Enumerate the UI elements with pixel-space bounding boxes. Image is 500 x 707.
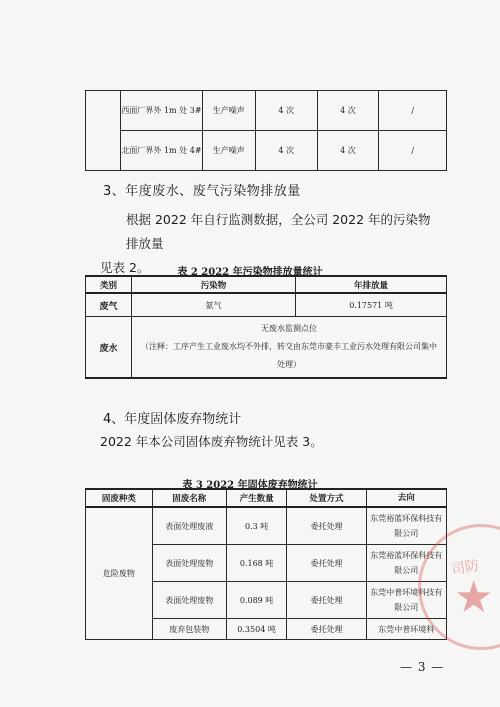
- table-cell-dest: 东莞中普环境科: [366, 619, 446, 640]
- table-row: [86, 317, 447, 379]
- section-3-heading: 3、年度废水、废气污染物排放量: [103, 184, 301, 199]
- table-row: [86, 507, 447, 545]
- table-cell-name: 表面处理废物: [152, 582, 226, 619]
- table-cell-amount: 0.17571 吨: [296, 293, 447, 317]
- table-cell-note: [132, 317, 447, 379]
- column-header: 处置方式: [287, 489, 366, 507]
- table-cell-qty: 0.3504 吨: [226, 619, 287, 640]
- note-line: 无废水监测点位: [261, 324, 317, 333]
- table-cell-qty: 0.3 吨: [226, 507, 287, 545]
- page-number: — 3 —: [400, 660, 445, 674]
- column-header: 产生数量: [226, 489, 287, 507]
- table-cell-location: 北面厂界外 1m 处 4#: [121, 131, 202, 171]
- table-cell-note: /: [379, 131, 447, 171]
- section-4-paragraph: 2022 年本公司固体废弃物统计见表 3。: [100, 434, 323, 449]
- table-cell-category: 废气: [86, 293, 132, 317]
- table-cell-category: 危险废物: [86, 507, 153, 640]
- table-cell-dest: 东莞裕蓝环保科技有限公司: [366, 545, 446, 582]
- table-header-row: [86, 489, 447, 507]
- table-row: [86, 91, 447, 131]
- column-header: 固废种类: [86, 489, 153, 507]
- table-cell-freq: 4 次: [255, 91, 317, 131]
- column-header: 污染物: [132, 276, 296, 293]
- table-cell-dest: 东莞中普环境科技有限公司: [366, 582, 446, 619]
- note-line: （注释：工序产生工业废水均不外排，转交由东莞市豪丰工业污水处理有限公司集中处理）: [141, 342, 437, 369]
- table-cell-location: 西面厂界外 1m 处 3#: [121, 91, 202, 131]
- table-cell-method: 委托处理: [287, 582, 366, 619]
- paragraph-line: 根据 2022 年自行监测数据，全公司 2022 年的污染物排放量: [126, 212, 431, 251]
- table-3-caption: 表 3 2022 年固体废弃物统计: [182, 480, 318, 491]
- emissions-table: [85, 275, 447, 379]
- table-cell-name: 表面处理废物: [152, 545, 226, 582]
- paragraph-line: 见表 2。: [100, 260, 150, 275]
- table-cell-method: 委托处理: [287, 619, 366, 640]
- table-cell-dest: 东莞裕蓝环保科技有限公司: [366, 507, 446, 545]
- table-cell-method: 委托处理: [287, 545, 366, 582]
- table-cell-freq: 4 次: [317, 91, 379, 131]
- table-cell-note: /: [379, 91, 447, 131]
- column-header: 固废名称: [152, 489, 226, 507]
- table-cell-freq: 4 次: [255, 131, 317, 171]
- table-cell-name: 废弃包装物: [152, 619, 226, 640]
- table-cell-type: 生产噪声: [202, 91, 255, 131]
- table-row: [86, 293, 447, 317]
- table-cell-qty: 0.168 吨: [226, 545, 287, 582]
- section-4-heading: 4、年度固体废弃物统计: [103, 412, 242, 427]
- table-cell-category: 废水: [86, 317, 132, 379]
- table-cell-name: 表面处理废液: [152, 507, 226, 545]
- table-cell-freq: 4 次: [317, 131, 379, 171]
- column-header: 去向: [366, 489, 446, 507]
- table-header-row: [86, 276, 447, 293]
- star-icon: ★: [454, 572, 494, 623]
- table-row: [86, 131, 447, 171]
- solid-waste-table: [85, 488, 447, 640]
- seal-text: 司防: [449, 557, 481, 579]
- table-cell-method: 委托处理: [287, 507, 366, 545]
- table-2-caption: 表 2 2022 年污染物排放量统计: [177, 267, 323, 278]
- table-cell-pollutant: 氨气: [132, 293, 296, 317]
- table-cell-type: 生产噪声: [202, 131, 255, 171]
- column-header: 类别: [86, 276, 132, 293]
- column-header: 年排放量: [296, 276, 447, 293]
- table-cell-qty: 0.089 吨: [226, 582, 287, 619]
- noise-monitoring-table: [85, 90, 447, 171]
